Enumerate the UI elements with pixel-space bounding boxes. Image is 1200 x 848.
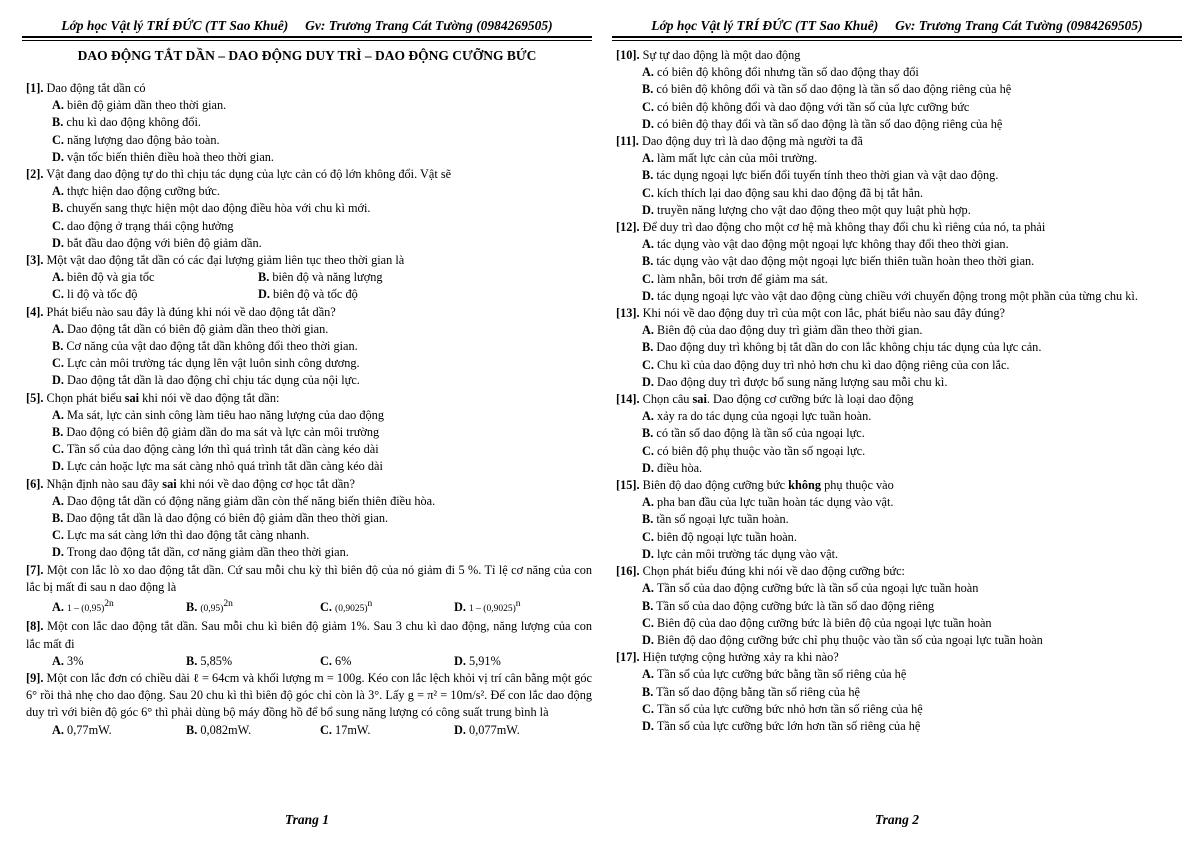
option-1d: D. vận tốc biến thiên điều hoà theo thời gian. — [52, 149, 275, 164]
question-7: [7]. Một con lắc lò xo dao động tắt dần. Cứ sau mỗi chu kỳ thì biên độ của nó giảm đi 5 %. Tỉ lệ cơ năng của con lắc bị mất đi sau n dao động là — [26, 562, 592, 594]
option-10b: B. có biên độ không đổi và tần số dao động là tần số dao động riêng của hệ — [642, 82, 1012, 97]
header-right: Gv: Trương Trang Cát Tường (0984269505) — [305, 18, 553, 33]
page-2 — [612, 0, 1182, 848]
page-header — [612, 18, 1182, 34]
option-9d: D. 0,077mW. — [454, 722, 520, 737]
option-4c: C. Lực cản môi trường tác dụng lên vật luôn sinh công dương. — [52, 356, 360, 371]
question-3: [3]. Một vật dao động tắt dần có các đại lượng giảm liên tục theo thời gian là — [26, 253, 405, 268]
option-4a: A. Dao động tắt dần có biên độ giảm dần theo thời gian. — [52, 321, 329, 336]
option-5b: B. Dao động có biên độ giảm dần do ma sát và lực cản môi trường — [52, 425, 380, 440]
option-16c: C. Biên độ của dao động cưỡng bức là biên độ của ngoại lực tuần hoàn — [642, 615, 992, 630]
question-17: [17]. Hiện tượng cộng hưởng xảy ra khi nào? — [616, 650, 839, 665]
option-5a: A. Ma sát, lực cản sinh công làm tiêu hao năng lượng của dao động — [52, 407, 384, 422]
option-9a: A. 0,77mW. — [52, 722, 112, 737]
option-10a: A. có biên độ không đổi nhưng tần số dao động thay đổi — [642, 65, 919, 80]
option-2b: B. chuyển sang thực hiện một dao động điều hòa với chu kì mới. — [52, 201, 371, 216]
option-6c: C. Lực ma sát càng lớn thì dao động tắt càng nhanh. — [52, 528, 310, 543]
option-5d: D. Lực cản hoặc lực ma sát càng nhỏ quá trình tắt dần càng kéo dài — [52, 459, 383, 474]
option-15a: A. pha ban đầu của lực tuần hoàn tác dụng vào vật. — [642, 495, 894, 510]
option-16a: A. Tần số của dao động cưỡng bức là tần số của ngoại lực tuần hoàn — [642, 581, 979, 596]
header-left: Lớp học Vật lý TRÍ ĐỨC (TT Sao Khuê) — [61, 18, 289, 33]
header-rule — [22, 36, 592, 38]
header-right: Gv: Trương Trang Cát Tường (0984269505) — [895, 18, 1143, 33]
header-rule — [612, 36, 1182, 38]
options-3cd — [26, 286, 592, 303]
question-16: [16]. Chọn phát biểu đúng khi nói về dao động cưỡng bức: — [616, 564, 905, 579]
option-10c: C. có biên độ không đổi và dao động với tần số của lực cưỡng bức — [642, 99, 970, 114]
option-13d: D. Dao động duy trì được bổ sung năng lượng sau mỗi chu kì. — [642, 374, 948, 389]
question-12: [12]. Để duy trì dao động cho một cơ hệ mà không thay đổi chu kì riêng của nó, ta phải — [616, 220, 1046, 235]
option-8d: D. 5,91% — [454, 653, 501, 668]
option-1b: B. chu kì dao động không đổi. — [52, 115, 201, 130]
option-2c: C. dao động ở trạng thái cộng hưởng — [52, 218, 234, 233]
question-6: [6]. Nhận định nào sau đây sai khi nói về dao động cơ học tắt dần? — [26, 476, 355, 491]
option-13c: C. Chu kì của dao động duy trì nhỏ hơn chu kì dao động riêng của con lắc. — [642, 357, 1010, 372]
option-17c: C. Tần số của lực cưỡng bức nhỏ hơn tần số riêng của hệ — [642, 701, 923, 716]
option-11b: B. tác dụng ngoại lực biến đổi tuyến tính theo thời gian và vật dao động. — [642, 168, 999, 183]
option-9b: B. 0,082mW. — [186, 722, 252, 737]
option-13b: B. Dao động duy trì không bị tắt dần do con lắc không chịu tác dụng của lực cản. — [642, 340, 1042, 355]
questions-column-1 — [26, 80, 592, 739]
option-12a: A. tác dụng vào vật dao động một ngoại lực không thay đổi theo thời gian. — [642, 237, 1009, 252]
option-5c: C. Tần số của dao động càng lớn thì quá trình tắt dần càng kéo dài — [52, 442, 379, 457]
option-17a: A. Tần số của lực cưỡng bức bằng tần số riêng của hệ — [642, 667, 907, 682]
options-3ab — [26, 269, 592, 286]
page-header — [22, 18, 592, 34]
option-6d: D. Trong dao động tắt dần, cơ năng giảm dần theo thời gian. — [52, 545, 349, 560]
question-4: [4]. Phát biểu nào sau đây là đúng khi nói về dao động tắt dần? — [26, 304, 336, 319]
option-6a: A. Dao động tắt dần có động năng giảm dần còn thế năng biến thiên điều hòa. — [52, 493, 436, 508]
option-17b: B. Tần số dao động bằng tần số riêng của hệ — [642, 684, 861, 699]
option-2a: A. thực hiện dao động cưỡng bức. — [52, 184, 220, 199]
option-7a: A. $1 - (0,95)^{2n}$ — [52, 599, 114, 615]
option-10d: D. có biên độ thay đổi và tần số dao động là tần số dao động riêng của hệ — [642, 116, 1003, 131]
question-9: [9]. Một con lắc đơn có chiều dài ℓ = 64cm và khối lượng m = 100g. Kéo con lắc lệch khỏi vị trí cân bằng một góc 6° rồi thả nhẹ cho dao động. Sau 20 chu kì thì biên độ góc chỉ còn là 3°. Lấy g = π² = 10m/s². Để con lắc dao động duy trì với biên độ góc 6° thì phải dùng bộ máy đồng hồ để bổ sung năng lượng có công suất trung bình là — [26, 671, 592, 720]
option-15b: B. tần số ngoại lực tuần hoàn. — [642, 512, 789, 527]
option-11d: D. truyền năng lượng cho vật dao động theo một quy luật phù hợp. — [642, 202, 971, 217]
option-1a: A. biên độ giảm dần theo thời gian. — [52, 98, 227, 113]
header-rule-thin — [612, 40, 1182, 41]
option-3d: D. biên độ và tốc độ — [258, 287, 358, 302]
option-15d: D. lực cản môi trường tác dụng vào vật. — [642, 546, 839, 561]
page-number: Trang 1 — [284, 812, 330, 827]
question-10: [10]. Sự tự dao động là một dao động — [616, 48, 801, 62]
option-16b: B. Tần số của dao động cưỡng bức là tần số dao động riêng — [642, 598, 935, 613]
question-14: [14]. Chọn câu sai. Dao động cơ cưỡng bức là loại dao động — [616, 392, 914, 407]
option-3a: A. biên độ và gia tốc — [52, 270, 155, 285]
option-15c: C. biên độ ngoại lực tuần hoàn. — [642, 529, 797, 544]
page-number: Trang 2 — [874, 812, 920, 827]
option-14a: A. xảy ra do tác dụng của ngoại lực tuần hoàn. — [642, 409, 872, 424]
document-title: DAO ĐỘNG TẮT DẦN – DAO ĐỘNG DUY TRÌ – DAO ĐỘNG CƯỠNG BỨC — [77, 48, 537, 63]
option-17d: D. Tần số của lực cưỡng bức lớn hơn tần số riêng của hệ — [642, 718, 921, 733]
option-4d: D. Dao động tắt dần là dao động chỉ chịu tác dụng của nội lực. — [52, 373, 360, 388]
question-8: [8]. Một con lắc dao động tắt dần. Sau mỗi chu kì biên độ giảm 1%. Sau 3 chu kì dao động, năng lượng của con lắc mất đi — [26, 619, 592, 651]
page-1 — [22, 0, 592, 848]
option-13a: A. Biên độ của dao động duy trì giảm dần theo thời gian. — [642, 323, 923, 338]
question-2: [2]. Vật đang dao động tự do thì chịu tác dụng của lực cản có độ lớn không đổi. Vật sẽ — [26, 167, 452, 182]
header-rule-thin — [22, 40, 592, 41]
option-11a: A. làm mất lực cản của môi trường. — [642, 151, 818, 166]
option-9c: C. 17mW. — [320, 722, 371, 737]
option-1c: C. năng lượng dao động bảo toàn. — [52, 132, 220, 147]
question-1: [1]. Dao động tắt dần có — [26, 81, 146, 95]
option-7d: D. $1 - (0,9025)^n$ — [454, 599, 521, 615]
option-11c: C. kích thích lại dao động sau khi dao động đã bị tắt hẳn. — [642, 185, 924, 200]
options-7 — [26, 596, 592, 618]
option-3c: C. li độ và tốc độ — [52, 287, 138, 302]
options-8 — [26, 653, 592, 670]
option-6b: B. Dao động tắt dần là dao động có biên độ giảm dần theo thời gian. — [52, 511, 389, 526]
option-14c: C. có biên độ phụ thuộc vào tần số ngoại lực. — [642, 443, 866, 458]
question-11: [11]. Dao động duy trì là dao động mà người ta đã — [616, 134, 863, 149]
option-8c: C. 6% — [320, 653, 352, 668]
option-8b: B. 5,85% — [186, 653, 233, 668]
option-3b: B. biên độ và năng lượng — [258, 270, 383, 285]
questions-column-2 — [616, 47, 1182, 735]
question-5: [5]. Chọn phát biểu sai khi nói về dao động tắt dần: — [26, 390, 280, 405]
option-14d: D. điều hòa. — [642, 460, 703, 475]
option-7c: C. $(0,9025)^n$ — [320, 599, 373, 615]
option-8a: A. 3% — [52, 653, 84, 668]
option-14b: B. có tần số dao động là tần số của ngoại lực. — [642, 426, 865, 441]
option-12b: B. tác dụng vào vật dao động một ngoại lực biến thiên tuần hoàn theo thời gian. — [642, 254, 1035, 269]
option-12c: C. làm nhẵn, bôi trơn để giảm ma sát. — [642, 271, 828, 286]
option-2d: D. bắt đầu dao động với biên độ giảm dần. — [52, 235, 262, 250]
options-9 — [26, 722, 592, 739]
question-13: [13]. Khi nói về dao động duy trì của một con lắc, phát biểu nào sau đây đúng? — [616, 306, 1005, 321]
option-16d: D. Biên độ dao động cưỡng bức chỉ phụ thuộc vào tần số của ngoại lực tuần hoàn — [642, 632, 1043, 647]
option-7b: B. $(0,95)^{2n}$ — [186, 599, 233, 615]
question-15: [15]. Biên độ dao động cưỡng bức không phụ thuộc vào — [616, 478, 894, 493]
header-left: Lớp học Vật lý TRÍ ĐỨC (TT Sao Khuê) — [651, 18, 879, 33]
option-12d: D. tác dụng ngoại lực vào vật dao động cùng chiều với chuyển động trong một phần của từng chu kì. — [642, 288, 1138, 303]
option-4b: B. Cơ năng của vật dao động tắt dần không đổi theo thời gian. — [52, 339, 358, 354]
